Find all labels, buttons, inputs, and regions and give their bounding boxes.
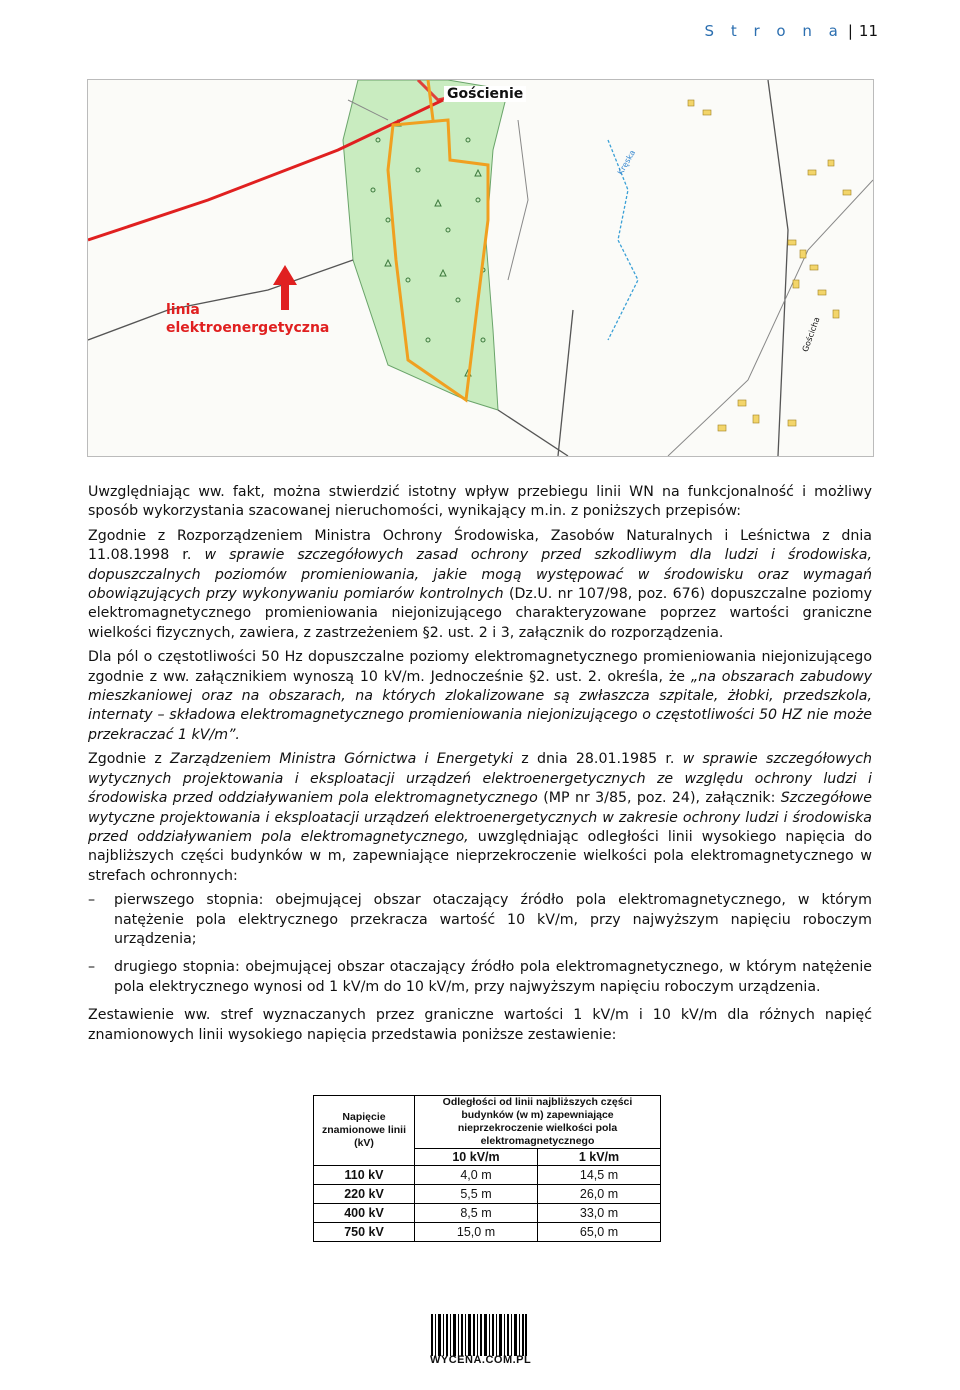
protection-zones-list xyxy=(88,891,872,997)
p2-title: w sprawie szczegółowych zasad ochrony przed szkodliwym dla ludzi i środowiska, dopuszczalnych poziomów promieniowania, jakie mogą występować w środowisku oraz wymagań obowiązujących przy wykonywaniu pomiarów kontrolnych xyxy=(88,547,873,603)
table-row xyxy=(314,1204,661,1223)
list-dash: – xyxy=(88,959,96,976)
paragraph-ordinance-1985 xyxy=(88,750,872,886)
list-item-text: drugiego stopnia: obejmującej obszar otaczający źródło pola elektromagnetycznego, w którym natężenie pola elektrycznego wynosi od 1 kV/m do 10 kV/m, przy najwyższym napięciu roboczym urządzenia. xyxy=(114,959,872,995)
header-distance: Odległości od linii najbliższych części budynków (w m) zapewniające nieprzekroczenie wielkości pola elektromagnetycznego xyxy=(415,1096,661,1149)
cell-voltage: 220 kV xyxy=(314,1185,415,1204)
cell-10kvm: 8,5 m xyxy=(415,1204,538,1223)
list-item xyxy=(88,958,872,997)
cell-1kvm: 26,0 m xyxy=(538,1185,661,1204)
paragraph-summary: Zestawienie ww. stref wyznaczanych przez graniczne wartości 1 kV/m i 10 kV/m dla różnych napięć znamionowych linii wysokiego napięcia przedstawia poniższe zestawienie: xyxy=(88,1007,872,1043)
list-item xyxy=(88,891,872,949)
table-row xyxy=(314,1166,661,1185)
site-map xyxy=(87,79,874,457)
p4-a: Zgodnie z xyxy=(88,751,171,768)
map-line-label-1: linia xyxy=(166,302,200,318)
map-line-label-2: elektroenergetyczna xyxy=(166,320,330,336)
header-1kvm: 1 kV/m xyxy=(538,1149,661,1166)
table-row xyxy=(314,1185,661,1204)
table-row xyxy=(314,1223,661,1242)
list-item-text: pierwszego stopnia: obejmującej obszar otaczający źródło pola elektromagnetycznego, w którym natężenie pola elektrycznego przekracza wartość 10 kV/m, przy najwyższym napięciu roboczym urządzenia; xyxy=(114,892,872,947)
cell-1kvm: 33,0 m xyxy=(538,1204,661,1223)
barcode-icon xyxy=(431,1314,527,1356)
list-dash: – xyxy=(88,892,96,909)
page-header xyxy=(705,22,878,40)
body-text xyxy=(88,483,872,1050)
table-header-row xyxy=(314,1096,661,1149)
p3-lead: Dla pól o częstotliwości 50 Hz dopuszczalne poziomy elektromagnetycznego promieniowania niejonizującego zgodnie z ww. załącznikiem wynoszą 10 kV/m. Jednocześnie §2. ust. 2. określa, że xyxy=(88,649,872,685)
map-road-label: Gościcha xyxy=(800,315,822,354)
p2-tail: (Dz.U. nr 107/98, poz. 676) dopuszczalne poziomy elektromagnetycznego promieniowania niejonizującego charakteryzowane poprzez wartości graniczne wielkości fizycznych, zawiera, z zastrzeżeniem §2. ust. 2 i 3, załącznik do rozporządzenia. xyxy=(88,586,873,641)
page-label: S t r o n a xyxy=(704,22,844,40)
header-10kvm: 10 kV/m xyxy=(415,1149,538,1166)
page-number: 11 xyxy=(858,22,878,40)
cell-1kvm: 65,0 m xyxy=(538,1223,661,1242)
p4-d: w sprawie szczegółowych wytycznych projektowania i eksploatacji urządzeń elektroenergetycznych ze względu ochrony ludzi i środowiska przed oddziaływaniem pola elektromagnetycznego xyxy=(88,751,872,807)
cell-1kvm: 14,5 m xyxy=(538,1166,661,1185)
footer-brand: WYCENA.COM.PL xyxy=(430,1354,532,1366)
cell-10kvm: 4,0 m xyxy=(415,1166,538,1185)
map-town-label: Gościenie xyxy=(444,86,526,102)
p4-b: Zarządzeniem Ministra Górnictwa i Energetyki xyxy=(170,751,514,768)
p4-e: (MP nr 3/85, poz. 24), załącznik: xyxy=(537,790,781,807)
p4-c: z dnia 28.01.1985 r. xyxy=(513,751,683,768)
paragraph-regulation-1998 xyxy=(88,527,872,643)
paragraph-50hz xyxy=(88,648,872,745)
cell-voltage: 750 kV xyxy=(314,1223,415,1242)
p4-g: uwzględniając odległości linii wysokiego napięcia do najbliższych części budynków w m, zapewniające nieprzekroczenie wielkości pola elektromagnetycznego w strefach ochronnych: xyxy=(88,828,872,884)
header-voltage: Napięcie znamionowe linii (kV) xyxy=(314,1096,415,1166)
cell-10kvm: 15,0 m xyxy=(415,1223,538,1242)
distance-table xyxy=(313,1095,661,1242)
p4-f: Szczegółowe wytyczne projektowania i eksploatacji urządzeń elektroenergetycznych w zakresie ochrony ludzi i środowiska przed oddziaływaniem pola elektromagnetycznego, xyxy=(88,790,872,845)
cell-voltage: 400 kV xyxy=(314,1204,415,1223)
cell-voltage: 110 kV xyxy=(314,1166,415,1185)
map-drawing xyxy=(88,80,873,456)
paragraph-intro: Uwzględniając ww. fakt, można stwierdzić istotny wpływ przebiegu linii WN na funkcjonalność i możliwy sposób wykorzystania szacowanej nieruchomości, wynikający m.in. z poniższych przepisów: xyxy=(88,484,872,520)
cell-10kvm: 5,5 m xyxy=(415,1185,538,1204)
map-stream-label: Kręska xyxy=(615,148,638,177)
p2-lead: Zgodnie z Rozporządzeniem Ministra Ochrony Środowiska, Zasobów Naturalnych i Leśnictwa z dnia 11.08.1998 r. xyxy=(88,527,872,564)
header-separator: | xyxy=(847,22,853,40)
p3-quote: „na obszarach zabudowy mieszkaniowej oraz na obszarach, na których zlokalizowane są zwłaszcza szpitale, żłobki, przedszkola, internaty – składowa elektromagnetycznego promieniowania niejonizującego o częstotliwości 50 HZ nie może przekraczać 1 kV/m”. xyxy=(88,668,872,743)
